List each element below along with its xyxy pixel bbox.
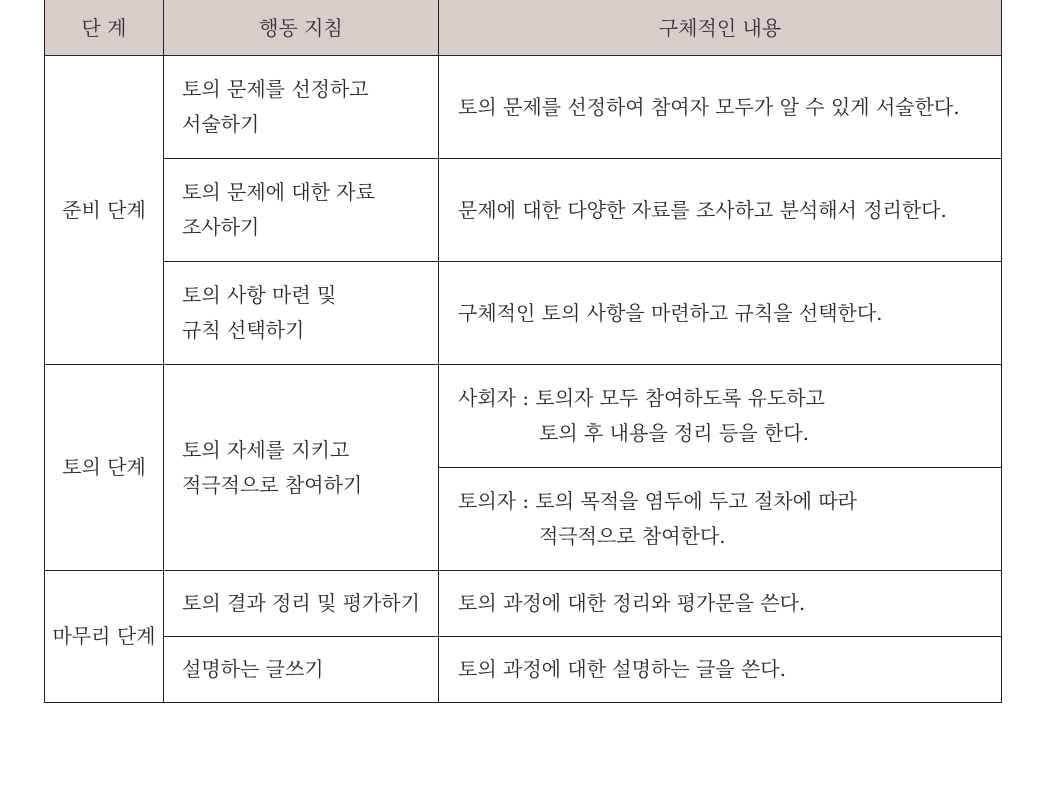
content-cell — [439, 571, 1002, 637]
table-row — [45, 159, 1002, 262]
stage-cell-debate: 토의 단계 — [45, 365, 164, 571]
content-text: 구체적인 토의 사항을 마련하고 규칙을 선택한다. — [458, 300, 883, 325]
table-row — [45, 637, 1002, 703]
stage-cell-finish: 마무리 단계 — [45, 571, 164, 703]
action-text: 토의 사항 마련 및 — [182, 283, 337, 307]
content-text: 문제에 대한 다양한 자료를 조사하고 분석해서 정리한다. — [458, 197, 947, 222]
action-text: 토의 자세를 지키고 — [182, 437, 350, 462]
table-row — [45, 571, 1002, 637]
action-text: 적극적으로 참여하기 — [182, 472, 363, 497]
content-text: 토의 과정에 대한 설명하는 글을 쓴다. — [458, 657, 786, 681]
action-text: 조사하기 — [182, 215, 260, 239]
debate-procedure-table — [44, 0, 1002, 703]
content-cell — [439, 637, 1002, 703]
content-cell — [439, 262, 1002, 365]
action-cell — [164, 56, 439, 159]
action-cell — [164, 159, 439, 262]
table-row — [45, 262, 1002, 365]
action-cell — [164, 365, 439, 571]
action-text: 토의 결과 정리 및 평가하기 — [182, 591, 420, 615]
content-cell — [439, 365, 1002, 468]
content-cell — [439, 56, 1002, 159]
action-cell — [164, 262, 439, 365]
content-text: 토의 과정에 대한 정리와 평가문을 쓴다. — [458, 591, 806, 615]
action-text: 토의 문제에 대한 자료 — [182, 180, 375, 204]
action-text: 규칙 선택하기 — [182, 318, 305, 342]
content-text: 토의 후 내용을 정리 등을 한다. — [539, 421, 809, 445]
stage-cell-prep: 준비 단계 — [45, 56, 164, 365]
content-cell — [439, 159, 1002, 262]
header-content: 구체적인 내용 — [439, 0, 1002, 56]
action-text: 토의 문제를 선정하고 — [182, 77, 369, 101]
content-cell — [439, 468, 1002, 571]
content-text: 토의자 : 토의 목적을 염두에 두고 절차에 따라 — [458, 489, 857, 513]
header-action: 행동 지침 — [164, 0, 439, 56]
header-stage: 단 계 — [45, 0, 164, 56]
action-text: 설명하는 글쓰기 — [182, 657, 324, 681]
content-text: 사회자 : 토의자 모두 참여하도록 유도하고 — [458, 386, 825, 410]
content-text: 토의 문제를 선정하여 참여자 모두가 알 수 있게 서술한다. — [458, 94, 960, 119]
action-text: 서술하기 — [182, 112, 260, 136]
action-cell — [164, 637, 439, 703]
table-header-row — [45, 0, 1002, 56]
table-row — [45, 56, 1002, 159]
action-cell — [164, 571, 439, 637]
table-row — [45, 365, 1002, 468]
content-text: 적극적으로 참여한다. — [539, 524, 726, 548]
